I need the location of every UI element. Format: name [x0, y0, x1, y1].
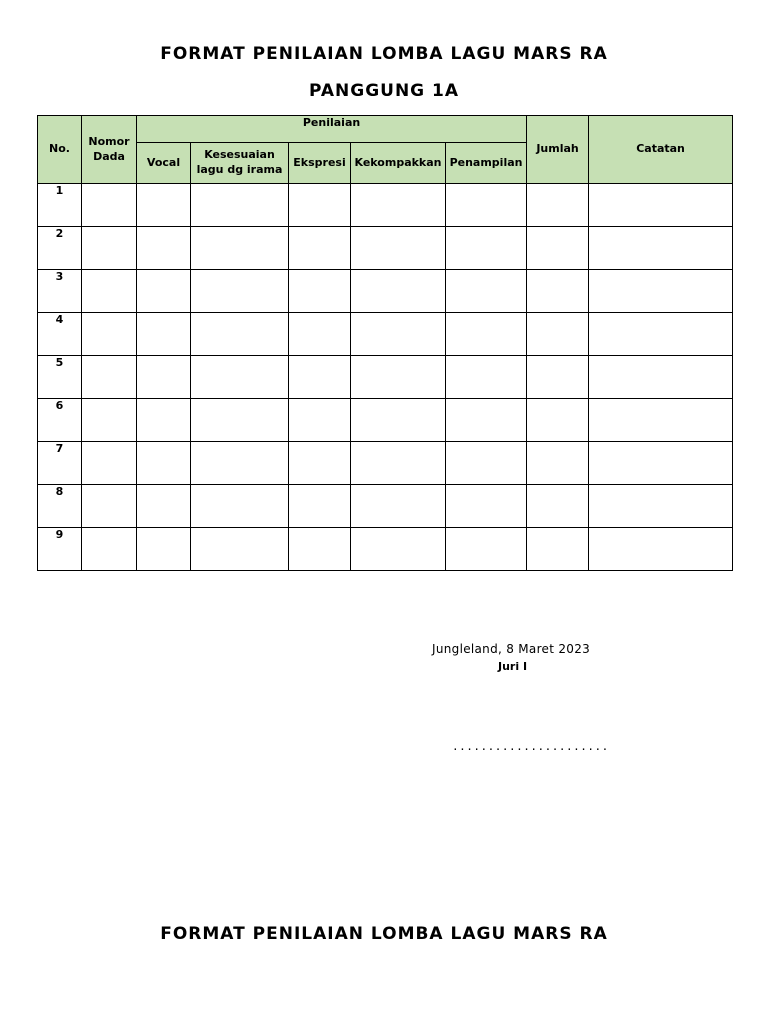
header-no: No.: [38, 116, 82, 184]
cell-catatan[interactable]: [589, 184, 733, 227]
cell-jumlah[interactable]: [527, 485, 589, 528]
cell-nomor-dada[interactable]: [82, 442, 137, 485]
cell-catatan[interactable]: [589, 442, 733, 485]
cell-kesesuaian[interactable]: [191, 356, 289, 399]
header-jumlah: Jumlah: [527, 116, 589, 184]
cell-kesesuaian[interactable]: [191, 399, 289, 442]
cell-nomor-dada[interactable]: [82, 356, 137, 399]
header-penilaian: Penilaian: [137, 116, 527, 143]
cell-kesesuaian[interactable]: [191, 485, 289, 528]
cell-kesesuaian[interactable]: [191, 184, 289, 227]
table-row: [38, 356, 733, 399]
cell-catatan[interactable]: [589, 528, 733, 571]
row-number: 7: [38, 442, 82, 485]
header-ekspresi: Ekspresi: [289, 143, 351, 184]
cell-kekompakkan[interactable]: [351, 442, 446, 485]
row-number: 4: [38, 313, 82, 356]
table-row: [38, 313, 733, 356]
header-kekompakkan: Kekompakkan: [351, 143, 446, 184]
cell-kekompakkan[interactable]: [351, 528, 446, 571]
footer-title: FORMAT PENILAIAN LOMBA LAGU MARS RA: [160, 924, 608, 944]
cell-vocal[interactable]: [137, 399, 191, 442]
cell-catatan[interactable]: [589, 356, 733, 399]
cell-ekspresi[interactable]: [289, 399, 351, 442]
cell-kesesuaian[interactable]: [191, 442, 289, 485]
row-number: 8: [38, 485, 82, 528]
cell-vocal[interactable]: [137, 442, 191, 485]
cell-nomor-dada[interactable]: [82, 270, 137, 313]
cell-vocal[interactable]: [137, 227, 191, 270]
cell-jumlah[interactable]: [527, 528, 589, 571]
cell-kekompakkan[interactable]: [351, 227, 446, 270]
table-row: [38, 528, 733, 571]
cell-jumlah[interactable]: [527, 399, 589, 442]
cell-kesesuaian[interactable]: [191, 270, 289, 313]
cell-ekspresi[interactable]: [289, 485, 351, 528]
cell-penampilan[interactable]: [446, 313, 527, 356]
header-penampilan: Penampilan: [446, 143, 527, 184]
cell-ekspresi[interactable]: [289, 270, 351, 313]
table-row: [38, 184, 733, 227]
table-row: [38, 270, 733, 313]
row-number: 6: [38, 399, 82, 442]
cell-kekompakkan[interactable]: [351, 184, 446, 227]
cell-nomor-dada[interactable]: [82, 313, 137, 356]
cell-jumlah[interactable]: [527, 313, 589, 356]
cell-kekompakkan[interactable]: [351, 356, 446, 399]
cell-vocal[interactable]: [137, 356, 191, 399]
page-title: FORMAT PENILAIAN LOMBA LAGU MARS RA: [160, 44, 608, 64]
header-catatan: Catatan: [589, 116, 733, 184]
cell-kekompakkan[interactable]: [351, 313, 446, 356]
cell-ekspresi[interactable]: [289, 227, 351, 270]
cell-nomor-dada[interactable]: [82, 528, 137, 571]
cell-kesesuaian[interactable]: [191, 528, 289, 571]
cell-kesesuaian[interactable]: [191, 227, 289, 270]
cell-penampilan[interactable]: [446, 528, 527, 571]
cell-ekspresi[interactable]: [289, 442, 351, 485]
cell-nomor-dada[interactable]: [82, 227, 137, 270]
page-subtitle: PANGGUNG 1A: [308, 81, 460, 101]
row-number: 5: [38, 356, 82, 399]
cell-penampilan[interactable]: [446, 227, 527, 270]
cell-catatan[interactable]: [589, 399, 733, 442]
cell-penampilan[interactable]: [446, 270, 527, 313]
table-row: [38, 399, 733, 442]
cell-jumlah[interactable]: [527, 184, 589, 227]
cell-penampilan[interactable]: [446, 184, 527, 227]
cell-nomor-dada[interactable]: [82, 399, 137, 442]
cell-ekspresi[interactable]: [289, 528, 351, 571]
cell-ekspresi[interactable]: [289, 313, 351, 356]
cell-ekspresi[interactable]: [289, 356, 351, 399]
row-number: 9: [38, 528, 82, 571]
cell-catatan[interactable]: [589, 270, 733, 313]
signature-line: ......................: [452, 740, 609, 753]
header-nomor-dada: Nomor Dada: [82, 116, 137, 184]
cell-vocal[interactable]: [137, 313, 191, 356]
cell-nomor-dada[interactable]: [82, 184, 137, 227]
cell-vocal[interactable]: [137, 485, 191, 528]
cell-nomor-dada[interactable]: [82, 485, 137, 528]
cell-kesesuaian[interactable]: [191, 313, 289, 356]
cell-penampilan[interactable]: [446, 485, 527, 528]
cell-catatan[interactable]: [589, 485, 733, 528]
scoring-table: [37, 115, 733, 571]
row-number: 3: [38, 270, 82, 313]
cell-jumlah[interactable]: [527, 270, 589, 313]
table-row: [38, 227, 733, 270]
row-number: 2: [38, 227, 82, 270]
cell-kekompakkan[interactable]: [351, 399, 446, 442]
cell-catatan[interactable]: [589, 313, 733, 356]
cell-penampilan[interactable]: [446, 356, 527, 399]
cell-kekompakkan[interactable]: [351, 485, 446, 528]
cell-vocal[interactable]: [137, 528, 191, 571]
cell-vocal[interactable]: [137, 184, 191, 227]
judge-label: Juri I: [498, 660, 528, 673]
cell-vocal[interactable]: [137, 270, 191, 313]
cell-jumlah[interactable]: [527, 356, 589, 399]
cell-catatan[interactable]: [589, 227, 733, 270]
cell-jumlah[interactable]: [527, 442, 589, 485]
header-kesesuaian: Kesesuaian lagu dg irama: [191, 143, 289, 184]
table-row: [38, 485, 733, 528]
cell-ekspresi[interactable]: [289, 184, 351, 227]
row-number: 1: [38, 184, 82, 227]
place-date: Jungleland, 8 Maret 2023: [432, 642, 591, 656]
cell-jumlah[interactable]: [527, 227, 589, 270]
cell-kekompakkan[interactable]: [351, 270, 446, 313]
cell-penampilan[interactable]: [446, 442, 527, 485]
table-row: [38, 442, 733, 485]
cell-penampilan[interactable]: [446, 399, 527, 442]
header-vocal: Vocal: [137, 143, 191, 184]
